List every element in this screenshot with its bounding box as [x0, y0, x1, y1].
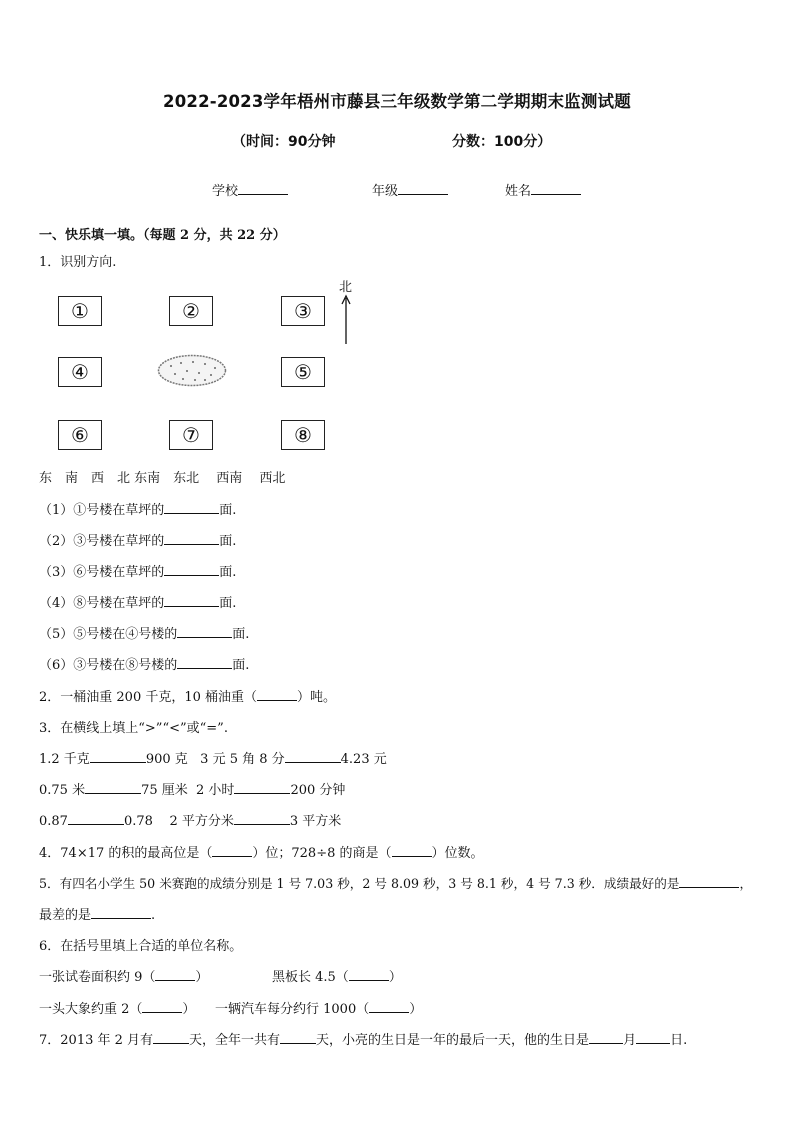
q1-sub-2[interactable]: （2）③号楼在草坪的 面. — [39, 530, 236, 549]
building-5: ⑤ — [281, 357, 325, 387]
q1-sub-3[interactable]: （3）⑥号楼在草坪的 面. — [39, 561, 236, 580]
grade-field[interactable]: 年级 — [372, 180, 448, 199]
q6-item-4[interactable]: 一辆汽车每分约行 1000（ ） — [215, 998, 422, 1017]
question-6-stem: 6．在括号里填上合适的单位名称。 — [39, 939, 243, 954]
building-3: ③ — [281, 296, 325, 326]
building-4: ④ — [58, 357, 102, 387]
question-4[interactable]: 4．74×17 的积的最高位是（ ）位；728÷8 的商是（ ）位数。 — [39, 842, 484, 861]
question-1-stem: 1．识别方向. — [39, 255, 117, 270]
q6-item-2[interactable]: 黑板长 4.5（ ） — [272, 966, 402, 985]
section-heading: 一、快乐填一填。（每题 2 分，共 22 分） — [39, 228, 286, 243]
q6-item-1[interactable]: 一张试卷面积约 9（ ） — [39, 966, 208, 985]
q1-sub-4[interactable]: （4）⑧号楼在草坪的 面. — [39, 592, 236, 611]
building-8: ⑧ — [281, 420, 325, 450]
question-5-line-1[interactable]: 5．有四名小学生 50 米赛跑的成绩分别是 1 号 7.03 秒，2 号 8.09 秒，3 号 8.1 秒，4 号 7.3 秒．成绩最好的是 ， — [39, 876, 753, 891]
q1-sub-1[interactable]: （1）①号楼在草坪的 面. — [39, 499, 236, 518]
building-7: ⑦ — [169, 420, 213, 450]
exam-time: （时间：90分钟 — [232, 134, 336, 150]
question-2[interactable]: 2．一桶油重 200 千克，10 桶油重（ ）吨。 — [39, 686, 336, 705]
school-field[interactable]: 学校 — [212, 180, 288, 199]
q3-row-3[interactable]: 0.87 0.78 2 平方分米 3 平方米 — [39, 810, 341, 829]
north-arrow-icon — [340, 294, 352, 346]
question-7[interactable]: 7．2013 年 2 月有 天，全年一共有 天，小亮的生日是一年的最后一天，他的生日是 月 日. — [39, 1029, 687, 1048]
q1-sub-6[interactable]: （6）③号楼在⑧号楼的 面. — [39, 654, 249, 673]
lawn-ellipse — [157, 354, 227, 387]
building-2: ② — [169, 296, 213, 326]
page-title: 2022-2023学年梧州市藤县三年级数学第二学期期末监测试题 — [163, 92, 631, 111]
question-3-stem: 3．在横线上填上“>”“<”或“=”. — [39, 721, 228, 736]
name-field[interactable]: 姓名 — [505, 180, 581, 199]
north-label: 北 — [339, 280, 353, 295]
q6-item-3[interactable]: 一头大象约重 2（ ） — [39, 998, 195, 1017]
building-6: ⑥ — [58, 420, 102, 450]
q3-row-2[interactable]: 0.75 米 75 厘米 2 小时 200 分钟 — [39, 779, 345, 798]
exam-score: 分数：100分） — [452, 134, 552, 150]
direction-words: 东 南 西 北 东南 东北 西南 西北 — [39, 471, 286, 486]
q1-sub-5[interactable]: （5）⑤号楼在④号楼的 面. — [39, 623, 249, 642]
question-5-line-2[interactable]: 最差的是 . — [39, 904, 155, 923]
building-1: ① — [58, 296, 102, 326]
q3-row-1[interactable]: 1.2 千克 900 克 3 元 5 角 8 分 4.23 元 — [39, 748, 387, 767]
